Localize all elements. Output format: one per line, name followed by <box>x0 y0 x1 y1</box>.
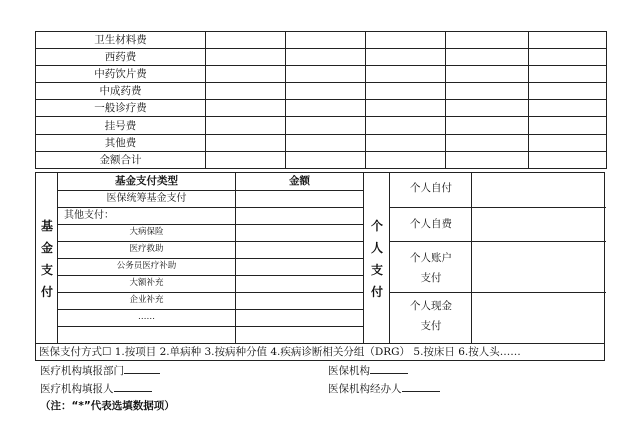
fee-value-cell[interactable] <box>366 100 446 117</box>
fee-row <box>36 151 607 168</box>
fee-row <box>36 49 607 66</box>
fee-row <box>36 134 607 151</box>
fee-value-cell[interactable] <box>286 49 366 66</box>
fee-value-cell[interactable] <box>446 66 529 83</box>
fee-value-cell[interactable] <box>529 49 607 66</box>
fee-value-cell[interactable] <box>446 83 529 100</box>
reporter-field: 医疗机构填报人 <box>40 380 152 397</box>
fee-value-cell[interactable] <box>529 83 607 100</box>
fee-value-cell[interactable] <box>286 117 366 134</box>
personal-side-label: 个 人 支 付 <box>370 219 383 299</box>
fee-row <box>36 83 607 100</box>
fund-row-enterprise: 企业补充 <box>129 295 164 305</box>
fee-row <box>36 117 607 134</box>
personal-self-funded: 个人自费 <box>410 218 452 230</box>
payment-section <box>35 172 605 344</box>
fee-value-cell[interactable] <box>206 151 286 168</box>
fee-item-label: 中成药费 <box>36 83 206 100</box>
fee-value-cell[interactable] <box>286 134 366 151</box>
fee-value-cell[interactable] <box>286 83 366 100</box>
fee-value-cell[interactable] <box>206 134 286 151</box>
fee-item-label: 西药费 <box>36 49 206 66</box>
fee-value-cell[interactable] <box>529 117 607 134</box>
fee-value-cell[interactable] <box>529 134 607 151</box>
fund-row-ellipsis: …… <box>138 312 155 322</box>
fee-item-label: 挂号费 <box>36 117 206 134</box>
fund-side-label: 基 金 支 付 <box>40 219 53 299</box>
fee-row <box>36 100 607 117</box>
fee-value-cell[interactable] <box>529 66 607 83</box>
fund-type-header: 基金支付类型 <box>115 175 178 187</box>
fee-item-label: 卫生材料费 <box>36 32 206 49</box>
fee-value-cell[interactable] <box>446 32 529 49</box>
fee-value-cell[interactable] <box>206 100 286 117</box>
fee-item-label: 其他费 <box>36 134 206 151</box>
fee-value-cell[interactable] <box>529 151 607 168</box>
fee-value-cell[interactable] <box>206 83 286 100</box>
fee-value-cell[interactable] <box>206 66 286 83</box>
insurer-field: 医保机构 <box>328 362 408 379</box>
fee-value-cell[interactable] <box>286 100 366 117</box>
fee-row <box>36 66 607 83</box>
fund-row-medical-aid: 医疗救助 <box>129 244 164 254</box>
fee-value-cell[interactable] <box>529 100 607 117</box>
optional-field-note: （注：“*”代表选填数据项） <box>40 400 175 412</box>
fee-item-label: 一般诊疗费 <box>36 100 206 117</box>
fund-row-other: 其他支付： <box>64 210 114 221</box>
fee-value-cell[interactable] <box>366 117 446 134</box>
fund-row-large-supplement: 大额补充 <box>129 278 164 288</box>
personal-self-pay: 个人自付 <box>410 182 452 194</box>
fee-value-cell[interactable] <box>286 151 366 168</box>
fee-value-cell[interactable] <box>206 32 286 49</box>
dept-field: 医疗机构填报部门 <box>40 362 160 379</box>
fee-value-cell[interactable] <box>366 49 446 66</box>
personal-cash-pay: 个人现金 支付 <box>410 300 452 332</box>
fund-row-civil-servant: 公务员医疗补助 <box>116 261 177 271</box>
handler-blank[interactable] <box>402 380 440 392</box>
fee-item-label: 中药饮片费 <box>36 66 206 83</box>
fee-value-cell[interactable] <box>529 32 607 49</box>
dept-blank[interactable] <box>124 362 160 374</box>
fee-value-cell[interactable] <box>366 32 446 49</box>
payment-method-row: 医保支付方式☐ 1.按项目 2.单病种 3.按病种分值 4.疾病诊断相关分组（DRG） 5.按床日 6.按人头…… <box>35 344 605 361</box>
fee-row <box>36 32 607 49</box>
fund-row-pooling: 医保统筹基金支付 <box>106 193 187 204</box>
fee-value-cell[interactable] <box>286 66 366 83</box>
fund-row-serious-illness: 大病保险 <box>129 227 164 237</box>
fee-value-cell[interactable] <box>446 134 529 151</box>
fund-row-blank <box>58 326 235 343</box>
fee-value-cell[interactable] <box>446 49 529 66</box>
fund-amount-header: 金额 <box>289 175 310 187</box>
personal-account-pay: 个人账户 支付 <box>410 252 452 284</box>
fee-value-cell[interactable] <box>446 151 529 168</box>
fee-item-label: 金额合计 <box>36 151 206 168</box>
fee-value-cell[interactable] <box>206 49 286 66</box>
fee-value-cell[interactable] <box>366 134 446 151</box>
handler-field: 医保机构经办人 <box>328 380 440 397</box>
fee-value-cell[interactable] <box>366 66 446 83</box>
fee-value-cell[interactable] <box>446 100 529 117</box>
fee-table <box>35 31 607 169</box>
fee-value-cell[interactable] <box>286 32 366 49</box>
insurer-blank[interactable] <box>370 362 408 374</box>
fee-value-cell[interactable] <box>206 117 286 134</box>
fee-value-cell[interactable] <box>366 151 446 168</box>
fee-value-cell[interactable] <box>446 117 529 134</box>
fee-value-cell[interactable] <box>366 83 446 100</box>
reporter-blank[interactable] <box>114 380 152 392</box>
